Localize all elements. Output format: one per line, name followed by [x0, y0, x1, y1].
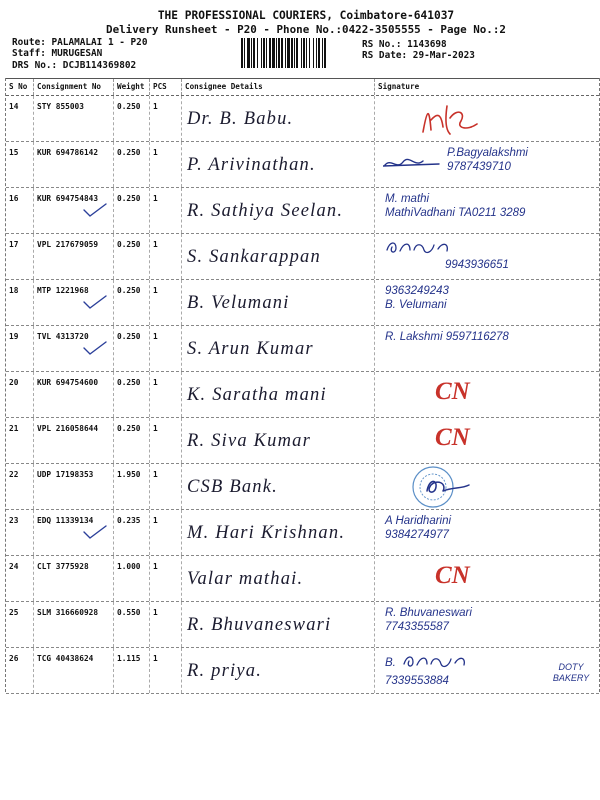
consignment-number: UDP 17198353 [37, 470, 94, 479]
signature-text: B. [385, 657, 396, 670]
sno-cell: 17 [9, 240, 19, 249]
consignee-name: S. Arun Kumar [187, 339, 314, 359]
table-row [6, 280, 599, 326]
signature-line [385, 514, 599, 528]
consignee-name: CSB Bank. [187, 477, 278, 497]
consignee-cell [181, 188, 374, 233]
signature-cell [374, 648, 599, 693]
consignment-number: KUR 694786142 [37, 148, 99, 157]
pcs-cell: 1 [149, 464, 181, 509]
consignment-cell [33, 142, 113, 187]
consignee-name: B. Velumani [187, 293, 290, 313]
weight-cell: 0.250 [113, 142, 149, 187]
consignment-number: SLM 316660928 [37, 608, 99, 617]
pcs-cell: 1 [149, 418, 181, 463]
sno-cell: 22 [9, 470, 19, 479]
table-header [6, 78, 599, 96]
consignment-number: TVL 4313720 [37, 332, 89, 341]
pcs-cell: 1 [149, 648, 181, 693]
weight-cell: 0.250 [113, 96, 149, 141]
table-row [6, 602, 599, 648]
consignee-name: S. Sankarappan [187, 247, 321, 267]
consignment-cell [33, 648, 113, 693]
signature-scribble [419, 100, 483, 141]
consignment-cell [33, 234, 113, 279]
sno-cell: 23 [9, 516, 19, 525]
signature-line [385, 258, 599, 272]
signature-text: R. Bhuvaneswari [385, 607, 472, 619]
pcs-cell: 1 [149, 326, 181, 371]
signature-cell [374, 372, 599, 417]
signature-cell [374, 234, 599, 279]
signature-text: R. Lakshmi 9597116278 [385, 331, 509, 343]
signature-line [385, 620, 599, 634]
signature-cell [374, 142, 599, 187]
consignment-cell [33, 602, 113, 647]
rs-number: RS No.: 1143698 [362, 39, 447, 50]
sno-cell: 20 [9, 378, 19, 387]
signature-line [385, 606, 599, 620]
consignment-cell [33, 188, 113, 233]
table-body [6, 96, 599, 694]
signature-note: DOTY BAKERY [552, 662, 590, 683]
column-header-signature: Signature [374, 79, 599, 95]
cn-mark: CN [435, 378, 470, 405]
struck-out-scribble [383, 152, 441, 176]
signature-text: M. mathi [385, 193, 430, 205]
signature-text: 9943936651 [445, 259, 509, 271]
consignment-cell [33, 96, 113, 141]
runsheet-table [5, 78, 600, 692]
consignee-cell [181, 418, 374, 463]
pcs-cell: 1 [149, 602, 181, 647]
signature-cell [374, 188, 599, 233]
consignee-cell [181, 648, 374, 693]
consignment-cell [33, 372, 113, 417]
table-row [6, 188, 599, 234]
route-label: Route: PALAMALAI 1 - P20 [12, 37, 148, 48]
consignment-cell [33, 326, 113, 371]
consignment-number: VPL 216058644 [37, 424, 99, 433]
handwritten-scribble [402, 652, 472, 674]
consignment-cell [33, 280, 113, 325]
signature-text: B. Velumani [385, 299, 447, 311]
consignee-name: R. Sathiya Seelan. [187, 201, 344, 221]
signature-text: 9384274977 [385, 529, 449, 541]
consignment-number: KUR 694754600 [37, 378, 99, 387]
weight-cell: 0.250 [113, 326, 149, 371]
drs-number: DRS No.: DCJB114369802 [12, 60, 137, 71]
weight-cell: 0.235 [113, 510, 149, 555]
weight-cell: 0.250 [113, 188, 149, 233]
consignee-cell [181, 142, 374, 187]
table-row [6, 372, 599, 418]
consignee-cell [181, 510, 374, 555]
signature-text: A Haridharini [385, 515, 452, 527]
signature-cell [374, 556, 599, 601]
staff-label: Staff: MURUGESAN [12, 48, 103, 59]
table-row [6, 418, 599, 464]
column-header-consignment: Consignment No [33, 79, 113, 95]
weight-cell: 0.250 [113, 418, 149, 463]
table-row [6, 96, 599, 142]
sno-cell: 18 [9, 286, 19, 295]
weight-cell: 1.115 [113, 648, 149, 693]
weight-cell: 0.250 [113, 372, 149, 417]
consignee-cell [181, 280, 374, 325]
cn-mark: CN [435, 424, 470, 451]
table-row [6, 326, 599, 372]
column-header-weight: Weight [113, 79, 149, 95]
rs-date: RS Date: 29-Mar-2023 [362, 50, 475, 61]
consignment-cell [33, 556, 113, 601]
sno-cell: 26 [9, 654, 19, 663]
delivery-stamp [403, 465, 493, 509]
signature-line [385, 206, 599, 220]
signature-line [385, 330, 599, 344]
consignment-number: TCG 40438624 [37, 654, 94, 663]
signature-text: 7339553884 [385, 675, 449, 687]
consignment-cell [33, 464, 113, 509]
consignment-number: KUR 694754843 [37, 194, 99, 203]
weight-cell: 1.000 [113, 556, 149, 601]
sno-cell: 25 [9, 608, 19, 617]
consignee-cell [181, 464, 374, 509]
sno-cell: 19 [9, 332, 19, 341]
pcs-cell: 1 [149, 372, 181, 417]
pcs-cell: 1 [149, 556, 181, 601]
table-row [6, 648, 599, 694]
weight-cell: 0.250 [113, 280, 149, 325]
signature-text: P.Bagyalakshmi [447, 147, 528, 159]
consignee-name: P. Arivinathan. [187, 155, 316, 175]
barcode [240, 38, 346, 68]
signature-cell [374, 326, 599, 371]
consignment-number: STY 855003 [37, 102, 84, 111]
consignee-name: R. Siva Kumar [187, 431, 312, 451]
signature-text: 9787439710 [447, 161, 511, 173]
weight-cell: 0.550 [113, 602, 149, 647]
sno-cell: 16 [9, 194, 19, 203]
consignment-number: CLT 3775928 [37, 562, 89, 571]
check-mark-icon [82, 340, 108, 358]
consignment-cell [33, 510, 113, 555]
signature-cell [374, 510, 599, 555]
route-info [12, 37, 147, 71]
consignment-number: EDQ 11339134 [37, 516, 94, 525]
table-row [6, 464, 599, 510]
pcs-cell: 1 [149, 280, 181, 325]
signature-cell [374, 602, 599, 647]
signature-cell [374, 280, 599, 325]
cn-mark: CN [435, 562, 470, 589]
pcs-cell: 1 [149, 234, 181, 279]
rs-info [362, 39, 475, 61]
pcs-cell: 1 [149, 96, 181, 141]
signature-line [385, 528, 599, 542]
consignee-name: M. Hari Krishnan. [187, 523, 346, 543]
consignment-number: MTP 1221968 [37, 286, 89, 295]
consignment-number: VPL 217679059 [37, 240, 99, 249]
consignee-name: R. priya. [187, 661, 263, 681]
signature-cell [374, 418, 599, 463]
signature-text: 7743355587 [385, 621, 449, 633]
signature-cell [374, 464, 599, 509]
signature-line [385, 192, 599, 206]
consignee-cell [181, 556, 374, 601]
consignee-cell [181, 234, 374, 279]
consignee-cell [181, 602, 374, 647]
column-header-pcs: PCS [149, 79, 181, 95]
runsheet-subtitle: Delivery Runsheet - P20 - Phone No.:0422-3505555 - Page No.:2 [106, 23, 506, 36]
consignee-name: R. Bhuvaneswari [187, 615, 332, 635]
sno-cell: 24 [9, 562, 19, 571]
handwritten-scribble [385, 238, 599, 258]
consignee-cell [181, 326, 374, 371]
weight-cell: 1.950 [113, 464, 149, 509]
signature-text: MathiVadhani TA0211 3289 [385, 207, 526, 219]
signature-line [385, 284, 599, 298]
sno-cell: 14 [9, 102, 19, 111]
weight-cell: 0.250 [113, 234, 149, 279]
consignee-name: Dr. B. Babu. [187, 109, 294, 129]
table-row [6, 556, 599, 602]
sno-cell: 15 [9, 148, 19, 157]
check-mark-icon [82, 294, 108, 312]
table-row [6, 234, 599, 280]
pcs-cell: 1 [149, 142, 181, 187]
consignee-cell [181, 372, 374, 417]
check-mark-icon [82, 524, 108, 542]
consignee-name: K. Saratha mani [187, 385, 327, 405]
pcs-cell: 1 [149, 188, 181, 233]
sno-cell: 21 [9, 424, 19, 433]
consignment-cell [33, 418, 113, 463]
consignee-name: Valar mathai. [187, 569, 304, 589]
check-mark-icon [82, 202, 108, 220]
table-row [6, 510, 599, 556]
column-header-consignee: Consignee Details [181, 79, 374, 95]
signature-cell [374, 96, 599, 141]
consignee-cell [181, 96, 374, 141]
signature-text: 9363249243 [385, 285, 449, 297]
column-header-sno: S No [9, 82, 28, 91]
pcs-cell: 1 [149, 510, 181, 555]
table-row [6, 142, 599, 188]
signature-line [385, 298, 599, 312]
company-title: THE PROFESSIONAL COURIERS, Coimbatore-641037 [157, 9, 455, 22]
